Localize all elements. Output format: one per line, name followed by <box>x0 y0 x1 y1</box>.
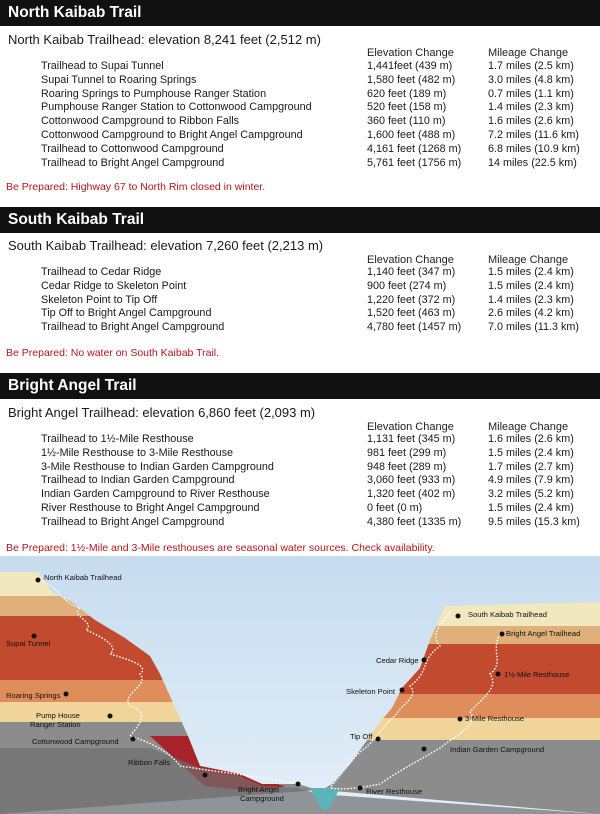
column-header-elevation: Elevation Change <box>367 421 454 433</box>
mileage-change: 1.7 miles (2.5 km) <box>488 60 574 72</box>
table-row <box>0 280 600 294</box>
segment-name: Trailhead to Bright Angel Campground <box>41 156 225 169</box>
table-row <box>0 461 600 475</box>
label-skeleton-point: Skeleton Point <box>346 687 395 696</box>
segment-name: Roaring Springs to Pumphouse Ranger Station <box>41 87 267 100</box>
segment-name: River Resthouse to Bright Angel Campground <box>41 501 260 514</box>
segment-name: Cottonwood Campground to Bright Angel Campground <box>41 128 303 141</box>
be-prepared-note-bright-angel: Be Prepared: 1½-Mile and 3-Mile resthouses are seasonal water sources. Check availability. <box>6 542 435 554</box>
elevation-change: 4,161 feet (1268 m) <box>367 142 462 155</box>
mileage-change: 1.4 miles (2.3 km) <box>488 101 574 114</box>
elevation-change: 3,060 feet (933 m) <box>367 474 456 487</box>
elevation-change: 4,780 feet (1457 m) <box>367 321 462 334</box>
segment-name: Trailhead to Supai Tunnel <box>41 60 164 72</box>
segment-name: Indian Garden Campground to River Resthouse <box>41 488 270 501</box>
segment-name: Tip Off to Bright Angel Campground <box>41 307 212 320</box>
mileage-change: 1.7 miles (2.7 km) <box>488 460 574 473</box>
elevation-change: 1,441feet (439 m) <box>367 60 453 72</box>
label-pump-house: Pump House <box>36 711 80 720</box>
segment-name: 3-Mile Resthouse to Indian Garden Campground <box>41 460 274 473</box>
mileage-change: 4.9 miles (7.9 km) <box>488 474 574 487</box>
mileage-change: 14 miles (22.5 km) <box>488 156 577 169</box>
trailhead-elevation-bright-angel: Bright Angel Trailhead: elevation 6,860 feet (2,093 m) <box>8 405 316 420</box>
elevation-change: 900 feet (274 m) <box>367 279 447 292</box>
elevation-change: 1,131 feet (345 m) <box>367 433 456 445</box>
mileage-change: 3.2 miles (5.2 km) <box>488 488 574 501</box>
label-three-mile-resthouse: 3-Mile Resthouse <box>465 714 525 723</box>
segment-name: 1½-Mile Resthouse to 3-Mile Resthouse <box>41 446 234 459</box>
elevation-change: 981 feet (299 m) <box>367 446 447 459</box>
segment-name: Trailhead to Cottonwood Campground <box>41 142 224 155</box>
elevation-change: 1,580 feet (482 m) <box>367 73 456 86</box>
mileage-change: 7.2 miles (11.6 km) <box>488 128 579 141</box>
table-row <box>0 143 600 157</box>
mileage-change: 7.0 miles (11.3 km) <box>488 321 579 334</box>
table-row <box>0 502 600 516</box>
table-row <box>0 88 600 102</box>
segment-name: Trailhead to Bright Angel Campground <box>41 321 225 334</box>
mileage-change: 1.5 miles (2.4 km) <box>488 266 574 278</box>
label-bright-angel-trailhead: Bright Angel Trailhead <box>506 629 581 638</box>
table-row <box>0 474 600 488</box>
table-row <box>0 129 600 143</box>
table-row <box>0 516 600 530</box>
column-header-elevation: Elevation Change <box>367 47 454 59</box>
mileage-change: 1.4 miles (2.3 km) <box>488 293 574 306</box>
table-row <box>0 321 600 335</box>
segment-name: Pumphouse Ranger Station to Cottonwood Campground <box>41 101 312 114</box>
segment-name: Trailhead to 1½-Mile Resthouse <box>41 433 194 445</box>
be-prepared-note-south-kaibab: Be Prepared: No water on South Kaibab Trail. <box>6 347 220 359</box>
segment-table-bright-angel <box>0 433 600 530</box>
label-bright-angel-campground-2: Campground <box>240 794 284 803</box>
table-row <box>0 266 600 280</box>
table-row <box>0 101 600 115</box>
label-bright-angel-campground-1: Bright Angel <box>238 785 279 794</box>
segment-name: Trailhead to Cedar Ridge <box>41 266 162 278</box>
section-title-bright-angel: Bright Angel Trail <box>0 373 600 399</box>
mileage-change: 1.6 miles (2.6 km) <box>488 433 574 445</box>
trailhead-elevation-north-kaibab: North Kaibab Trailhead: elevation 8,241 feet (2,512 m) <box>8 32 321 47</box>
elevation-change: 5,761 feet (1756 m) <box>367 156 462 169</box>
table-row <box>0 433 600 447</box>
table-row <box>0 157 600 171</box>
segment-name: Supai Tunnel to Roaring Springs <box>41 73 197 86</box>
column-header-mileage: Mileage Change <box>488 421 569 433</box>
column-header-elevation: Elevation Change <box>367 254 454 266</box>
elevation-change: 1,220 feet (372 m) <box>367 293 456 306</box>
table-row <box>0 488 600 502</box>
mileage-change: 0.7 miles (1.1 km) <box>488 87 574 100</box>
elevation-change: 1,320 feet (402 m) <box>367 488 456 501</box>
label-indian-garden-campground: Indian Garden Campground <box>450 745 545 754</box>
elevation-change: 620 feet (189 m) <box>367 87 447 100</box>
elevation-change: 360 feet (110 m) <box>367 115 446 128</box>
segment-name: Cottonwood Campground to Ribbon Falls <box>41 115 240 128</box>
segment-table-south-kaibab <box>0 266 600 335</box>
be-prepared-note-north-kaibab: Be Prepared: Highway 67 to North Rim closed in winter. <box>6 181 266 193</box>
label-north-kaibab-trailhead: North Kaibab Trailhead <box>44 573 122 582</box>
label-south-kaibab-trailhead: South Kaibab Trailhead <box>468 610 547 619</box>
elevation-change: 1,520 feet (463 m) <box>367 307 456 320</box>
trailhead-elevation-south-kaibab: South Kaibab Trailhead: elevation 7,260 feet (2,213 m) <box>8 238 324 253</box>
mileage-change: 1.5 miles (2.4 km) <box>488 279 574 292</box>
column-header-mileage: Mileage Change <box>488 47 569 59</box>
elevation-change: 0 feet (0 m) <box>367 501 423 514</box>
table-row <box>0 74 600 88</box>
mileage-change: 3.0 miles (4.8 km) <box>488 73 574 86</box>
label-tip-off: Tip Off <box>350 732 373 741</box>
segment-name: Trailhead to Bright Angel Campground <box>41 515 225 528</box>
mileage-change: 1.5 miles (2.4 km) <box>488 501 574 514</box>
segment-name: Skeleton Point to Tip Off <box>41 293 158 306</box>
elevation-change: 4,380 feet (1335 m) <box>367 515 462 528</box>
table-row <box>0 307 600 321</box>
table-row <box>0 60 600 74</box>
label-one-and-half-mile-resthouse: 1½-Mile Resthouse <box>504 670 570 679</box>
label-ribbon-falls: Ribbon Falls <box>128 758 171 767</box>
table-row <box>0 447 600 461</box>
label-cottonwood-campground: Cottonwood Campground <box>32 737 119 746</box>
section-title-south-kaibab: South Kaibab Trail <box>0 207 600 233</box>
segment-name: Trailhead to Indian Garden Campground <box>41 474 235 487</box>
mileage-change: 2.6 miles (4.2 km) <box>488 307 574 320</box>
label-river-resthouse: River Resthouse <box>366 787 423 796</box>
segment-table-north-kaibab <box>0 60 600 170</box>
table-row <box>0 294 600 308</box>
mileage-change: 6.8 miles (10.9 km) <box>488 142 580 155</box>
label-supai-tunnel: Supai Tunnel <box>6 639 51 648</box>
elevation-change: 520 feet (158 m) <box>367 101 447 114</box>
segment-name: Cedar Ridge to Skeleton Point <box>41 279 187 292</box>
canyon-profile-svg <box>0 556 600 814</box>
elevation-change: 1,600 feet (488 m) <box>367 128 456 141</box>
elevation-change: 948 feet (289 m) <box>367 460 447 473</box>
table-row <box>0 115 600 129</box>
label-cedar-ridge: Cedar Ridge <box>376 656 419 665</box>
canyon-profile-diagram <box>0 556 600 814</box>
mileage-change: 1.5 miles (2.4 km) <box>488 446 574 459</box>
column-header-mileage: Mileage Change <box>488 254 569 266</box>
mileage-change: 1.6 miles (2.6 km) <box>488 115 574 128</box>
mileage-change: 9.5 miles (15.3 km) <box>488 515 580 528</box>
label-roaring-springs: Roaring Springs <box>6 691 61 700</box>
elevation-change: 1,140 feet (347 m) <box>367 266 456 278</box>
label-ranger-station: Ranger Station <box>30 720 81 729</box>
section-title-north-kaibab: North Kaibab Trail <box>0 0 600 26</box>
